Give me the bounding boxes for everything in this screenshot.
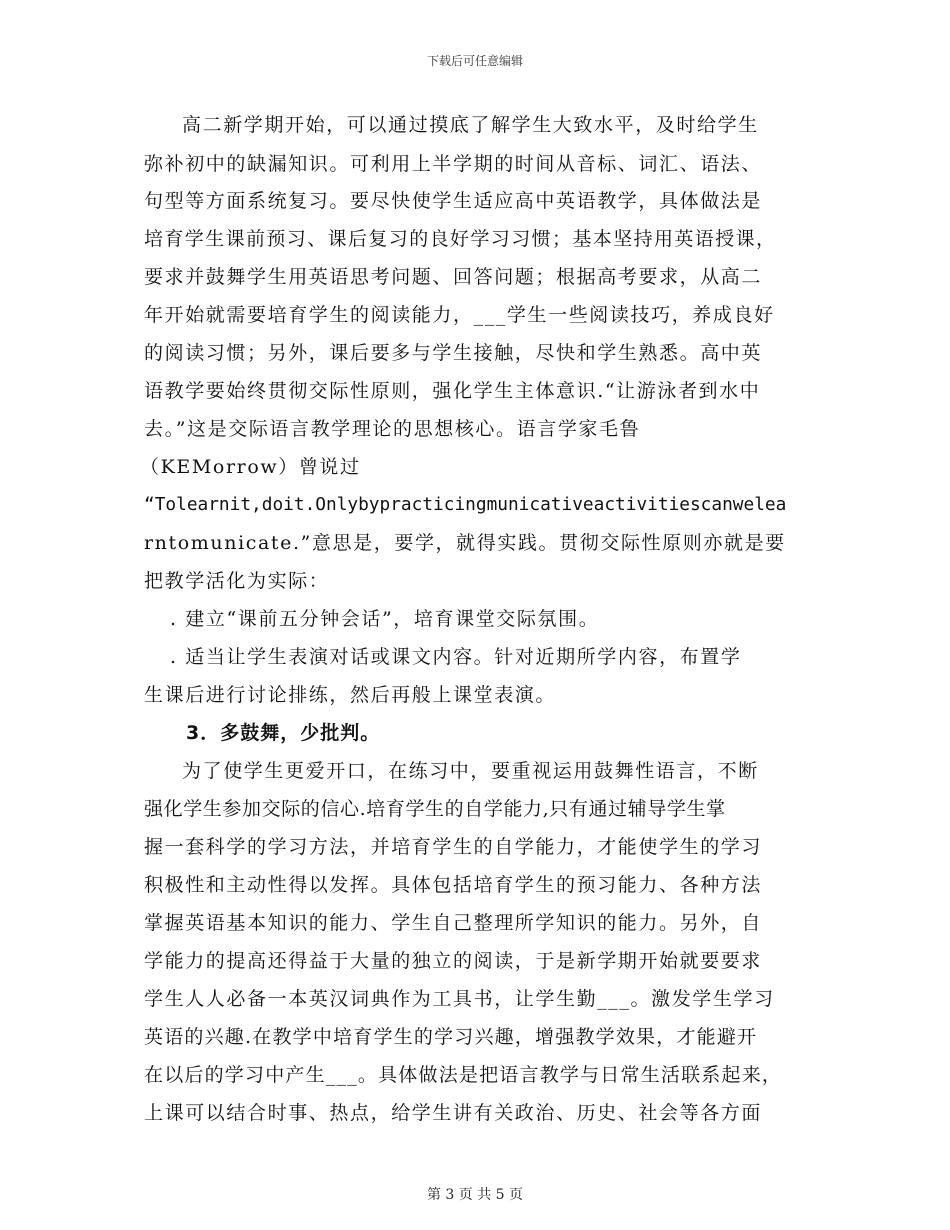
paragraph-line: “Tolearnit,doit.Onlybypracticingmunicativeactivitiescanwelea [144,494,787,515]
paragraph-line: （KEMorrow）曾说过 [140,456,361,478]
paragraph-line: 握一套科学的学习方法，并培育学生的自学能力，才能使学生的学习 [144,836,763,858]
page-header: 下载后可任意编辑 [426,54,523,68]
paragraph-line: 把教学活化为实际： [144,570,330,592]
paragraph-line: 高二新学期开始，可以通过摸底了解学生大致水平，及时给学生 [182,114,759,136]
paragraph-line: 的阅读习惯；另外，课后要多与学生接触，尽快和学生熟悉。高中英 [144,342,763,364]
section-heading: 3．多鼓舞，少批判。 [186,722,381,744]
paragraph-line: 为了使学生更爱开口，在练习中，要重视运用鼓舞性语言，不断 [182,760,759,782]
paragraph-line: 生课后进行讨论排练，然后再般上课堂表演。 [144,684,557,706]
list-item: . 建立“课前五分钟会话”，培育课堂交际氛围。 [170,608,600,630]
page-footer: 第 3 页 共 5 页 [426,1187,524,1203]
paragraph-line: 句型等方面系统复习。要尽快使学生适应高中英语教学，具体做法是 [144,190,763,212]
paragraph-line: 培育学生课前预习、课后复习的良好学习习惯；基本坚持用英语授课， [144,228,777,250]
paragraph-line: 上课可以结合时事、热点，给学生讲有关政治、历史、社会等各方面 [144,1102,763,1124]
paragraph-line: 积极性和主动性得以发挥。具体包括培育学生的预习能力、各种方法 [144,874,763,896]
paragraph-line: 弥补初中的缺漏知识。可利用上半学期的时间从音标、词汇、语法、 [144,153,763,175]
paragraph-line: 去。”这是交际语言教学理论的思想核心。语言学家毛鲁 [144,418,641,440]
paragraph-line: 语教学要始终贯彻交际性原则，强化学生主体意识.“让游泳者到水中 [144,380,761,402]
paragraph-line: 强化学生参加交际的信心.培育学生的自学能力,只有通过辅导学生掌 [144,798,726,820]
list-item: . 适当让学生表演对话或课文内容。针对近期所学内容，布置学 [170,646,742,668]
paragraph-line: 年开始就需要培育学生的阅读能力，___学生一些阅读技巧，养成良好 [144,304,775,326]
paragraph-line: 英语的兴趣.在教学中培育学生的学习兴趣，增强教学效果，才能避开 [144,1026,758,1048]
paragraph-line: 学生人人必备一本英汉词典作为工具书，让学生勤___。激发学生学习 [144,988,775,1010]
paragraph-line: 在以后的学习中产生___。具体做法是把语言教学与日常生活联系起来， [144,1064,783,1086]
paragraph-line: 学能力的提高还得益于大量的独立的阅读，于是新学期开始就要要求 [144,950,763,972]
paragraph-line: 要求并鼓舞学生用英语思考问题、回答问题；根据高考要求，从高二 [144,266,763,288]
paragraph-line: 掌握英语基本知识的能力、学生自己整理所学知识的能力。另外，自 [144,912,763,934]
paragraph-line: rntomunicate.”意思是，要学，就得实践。贯彻交际性原则亦就是要 [144,532,786,554]
